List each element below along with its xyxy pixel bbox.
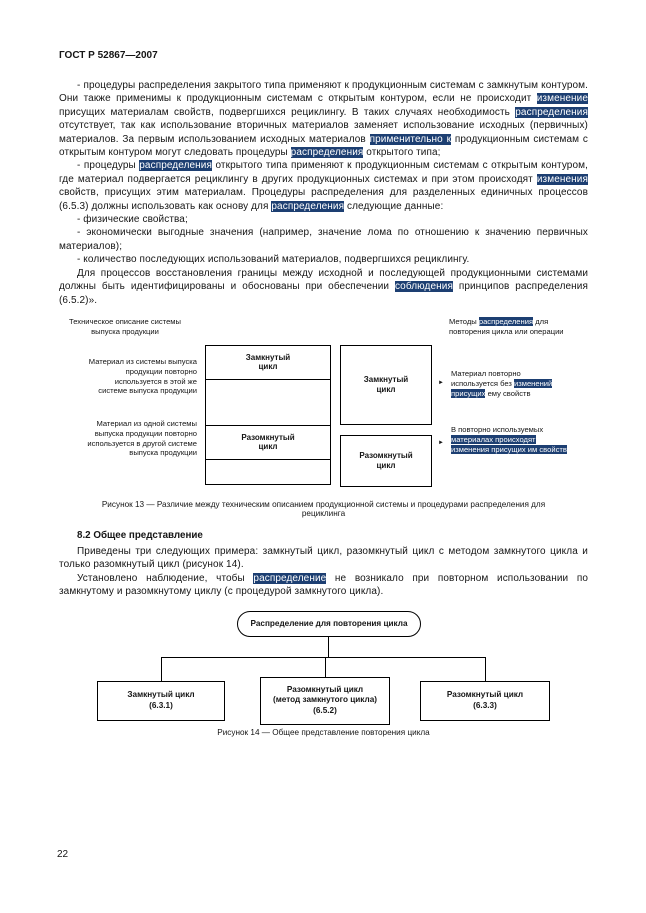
highlighted-text: изменения [536,173,588,185]
fig14-root-label: Распределение для повторения цикла [250,619,408,629]
text-run: ему свойств [485,388,531,398]
text-run: принципов распределения (6.5.2)». [59,281,588,306]
text-run: - процедуры распределения закрытого типа применяют к продукционным системам с замкнутым контуром. Они также применимы к продукционным системам с открытым контуром, если не происходит [59,80,588,105]
fig13-label-technical-description: Техническое описание системы выпуска продукции [69,316,181,336]
fig14-box-line: Замкнутый цикл [127,690,195,700]
body-paragraph [59,267,588,307]
fig14-closed-loop-box [97,681,225,721]
text-run: открытого типа; [363,147,441,159]
fig13-label-allocation-methods [449,317,581,337]
list-item: - экономически выгодные значения (например, значение лома по отношению к значению первичных материалов); [59,227,588,252]
highlighted-text: распределения [478,316,534,326]
text-run: свойств, присущих этим материалам. Процедуры распределения для разделенных единичных процессов (6.5.3) должны использовать как основу для [59,187,588,212]
text-run: - процедуры [77,160,140,172]
fig14-open-loop-closed-method-box [260,677,390,725]
text-run: следующие данные: [344,200,444,212]
highlighted-text: соблюдения [394,281,453,293]
closed-loop-label: Замкнутый цикл [363,375,409,394]
fig14-box-line: (метод замкнутого цикла) [273,695,377,705]
fig13-cell-empty [206,380,330,426]
text-run: Для процессов восстановления границы между исходной и последующей продукционными системами должны быть идентифицированы и обоснованы при обеспечении [59,267,588,293]
highlighted-text: распределения [290,147,364,159]
connector-line [485,657,486,681]
text-run: не возникало при повторном использовании по замкнутому и разомкнутому циклу (с процедурой замкнутого цикла). [59,572,588,598]
highlighted-text: применительно к [369,133,452,145]
fig14-box-line: Разомкнутый цикл [286,684,364,694]
highlighted-text: распределение [253,572,327,584]
connector-line [161,657,162,681]
body-paragraph [59,159,588,213]
fig14-box-line: (6.3.3) [473,700,497,710]
page-number: 22 [57,849,69,860]
open-loop-label: Разомкнутый цикл [241,432,295,452]
highlighted-text: распределения [271,200,345,212]
fig13-cell-empty [206,460,330,484]
figure-13-diagram [59,317,588,495]
fig13-product-system-box [205,345,331,485]
text-run: Материал повторно используется без [451,368,521,388]
fig13-cell-closed-loop [206,346,330,380]
arrow-right-icon: ► [438,379,444,386]
list-item: - количество последующих использований материалов, подвергшихся рециклингу. [77,254,470,266]
fig13-open-loop-method-box [340,435,432,487]
fig13-label-reused-unchanged [451,369,557,398]
connector-line [161,657,486,658]
text-run: В повторно используемых [451,424,544,434]
figure-14-diagram [59,609,588,723]
highlighted-text: материалах происходят изменения присущих им свойств [451,434,567,454]
open-loop-label: Разомкнутый цикл [359,451,413,470]
text-run: продукционным системам с открытым контуром могут следовать процедуры [59,133,588,159]
connector-line [328,637,329,657]
text-run: отсутствует, так как использование вторичных материалов заменяет использование исходных (первичных) материалов. За первым использованием исходных материалов [59,120,588,145]
text-run: для повторения цикла или операции [449,316,564,336]
highlighted-text: распределения [515,106,588,118]
text-run: присущих материалам свойств, подвергшихся рециклингу. В таких случаях необходимость [59,106,516,118]
fig13-label-properties-change [451,425,571,454]
fig14-box-line: (6.3.1) [149,700,173,710]
fig13-label-material-same-system: Материал из системы выпуска продукции повторно используется в этой же системе выпуска продукции [88,356,197,396]
body-paragraph [59,572,588,599]
fig13-label-material-other-system: Материал из одной системы выпуска продукции повторно используется в другой системе выпуска продукции [87,418,197,458]
text-run: Установлено наблюдение, чтобы [77,572,254,584]
figure-13-caption: Рисунок 13 — Различие между техническим описанием продукционной системы и процедурами распределения для рециклинга [101,499,546,518]
fig14-box-line: Разомкнутый цикл [446,690,524,700]
text-run: открытого типа применяют к продукционным системам с открытым контуром, где материал подвергается рециклингу в других продукционных системах и при этом происходят [59,160,588,185]
body-paragraph [59,79,588,159]
content-area [59,50,588,737]
section-heading: 8.2 Общее представление [77,529,203,541]
fig14-box-line: (6.5.2) [313,705,337,715]
arrow-right-icon: ► [438,439,444,446]
fig13-cell-open-loop [206,426,330,460]
highlighted-text: изменений присущих [451,378,553,398]
fig13-closed-loop-method-box [340,345,432,425]
body-paragraph: Приведены три следующих примера: замкнутый цикл, разомкнутый цикл с методом замкнутого цикла и только разомкнутый цикл (рисунок 14). [59,545,588,571]
figure-14-caption: Рисунок 14 — Общее представление повторения цикла [217,727,430,737]
highlighted-text: распределения [139,160,212,172]
document-number: ГОСТ Р 52867—2007 [59,50,158,61]
closed-loop-label: Замкнутый цикл [245,352,291,372]
connector-line [325,657,326,677]
highlighted-text: изменение [536,93,588,105]
fig14-open-loop-box [420,681,550,721]
list-item: - физические свойства; [77,214,188,226]
text-run: Методы [449,316,479,326]
fig14-root-box [237,611,421,637]
